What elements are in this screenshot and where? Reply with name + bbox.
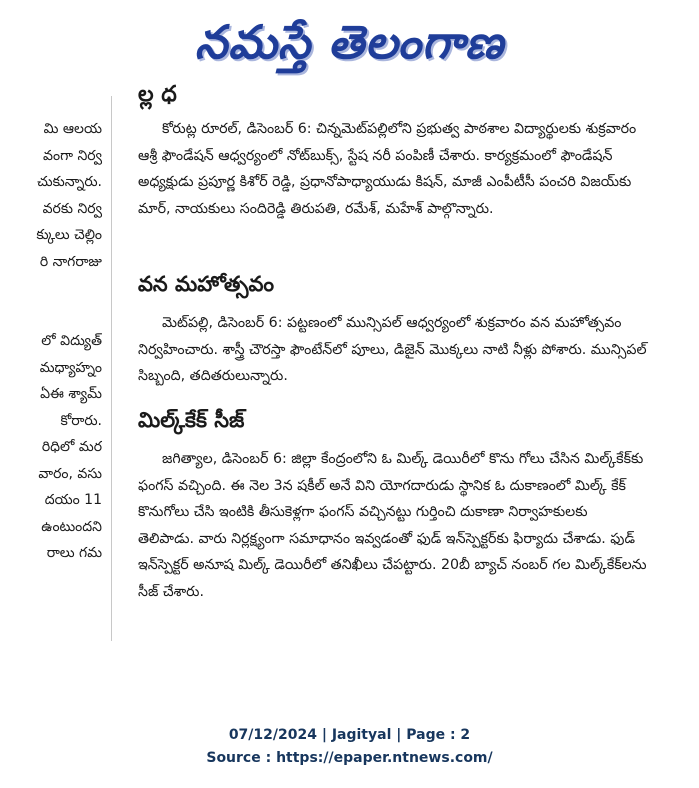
left-column-line: రిధిలో మర	[41, 439, 102, 455]
left-column-line: రి నాగరాజు	[39, 253, 102, 270]
left-column-line: రాలు గమ	[46, 545, 102, 561]
article-1-body	[138, 116, 648, 222]
left-column-line: మి ఆలయ	[43, 121, 102, 137]
article-2-heading: వన మహోత్సవం	[138, 272, 275, 296]
left-column-line: వరకు నిర్వ	[42, 200, 102, 217]
footer-date-line: 07/12/2024 | Jagityal | Page : 2	[228, 727, 471, 743]
column-divider	[111, 96, 112, 641]
left-column-line: క్కులు చెల్లిం	[36, 227, 102, 243]
article-2-text: మెట్‌పల్లి, డిసెంబర్ 6: పట్టణంలో మున్సిపల్ ఆధ్వర్యంలో శుక్రవారం వన మహోత్సవం నిర్వహించారు. శాస్త్రీ చౌరస్తా ఫౌంటేన్‌లో పూలు, డిజైన్ మొక్కలు నాటి నీళ్లు పోశారు. మున్సిపల్ సిబ్బంది, తదితరులున్నారు.	[138, 315, 647, 384]
left-column-line: ఉంటుందని	[41, 518, 102, 535]
left-column-line: లో విద్యుత్	[41, 333, 102, 349]
article-1-text: కోరుట్ల రూరల్, డిసెంబర్ 6: చిన్నమెట్‌పల్లిలోని ప్రభుత్వ పాఠశాల విద్యార్థులకు శుక్రవారం ఆశ్రీ ఫౌండేషన్ ఆధ్వర్యంలో నోట్‌బుక్స్, స్టేష నరీ పంపిణీ చేశారు. కార్యక్రమంలో ఫౌండేషన్ అధ్యక్షుడు ప్రపూర్ణ కిశోర్ రెడ్డి, ప్రధానోపాధ్యాయుడు కిషన్, మాజీ ఎంపీటీసీ పంచరి విజయ్‌కు మార్, నాయకులు సందిరెడ్డి తిరుపతి, రమేశ్, మహేశ్ పాల్గొన్నారు.	[138, 121, 637, 217]
newspaper-clipping	[0, 82, 699, 698]
left-column-line: వారం, వసు	[38, 465, 102, 482]
left-column-line: చుకున్నారు.	[37, 174, 102, 190]
article-3-body	[138, 446, 648, 605]
left-column-line: వంగా నిర్వ	[43, 147, 102, 164]
newspaper-masthead	[0, 0, 699, 96]
article-3-text: జగిత్యాల, డిసెంబర్ 6: జిల్లా కేంద్రంలోని ఓ మిల్క్ డెయిరీలో కొను గోలు చేసిన మిల్క్‌కేక్‌కు ఫంగస్ వచ్చింది. ఈ నెల 3న షకీల్ అనే విని యోగదారుడు స్థానిక ఓ దుకాణంలో మిల్క్ కేక్ కొనుగోలు చేసి ఇంటికి తీసుకెళ్లగా ఫంగస్ వచ్చినట్టు గుర్తించి దుకాణా నిర్వాహకులకు తెలిపాడు. వారు నిర్లక్ష్యంగా సమాధానం ఇవ్వడంతో ఫుడ్ ఇన్‌స్పెక్టర్‌కు ఫిర్యాదు చేశాడు. ఫుడ్ ఇన్‌స్పెక్టర్ అనూష మిల్క్ డెయిరీలో తనిఖీలు చేపట్టారు. 20బీ బ్యాచ్ నంబర్ గల మిల్క్‌కేక్‌లను సీజ్ చేశారు.	[138, 451, 647, 600]
left-column-line: కోరారు.	[60, 412, 102, 429]
article-2-body	[138, 310, 648, 390]
left-column-line: దయం 11	[44, 492, 102, 508]
article-1-heading: ల్ల ధ	[138, 82, 177, 107]
left-column-line: మధ్యాహ్నం	[39, 359, 102, 376]
footer-source-line: Source : https://epaper.ntnews.com/	[206, 750, 493, 766]
article-3-heading: మిల్క్‌కేక్ సీజ్	[138, 408, 245, 432]
masthead-title: నమస్తే తెలంగాణ	[194, 15, 505, 69]
left-column-fragment	[0, 116, 106, 696]
left-column-line: ఏఈ శ్యామ్	[40, 386, 102, 402]
